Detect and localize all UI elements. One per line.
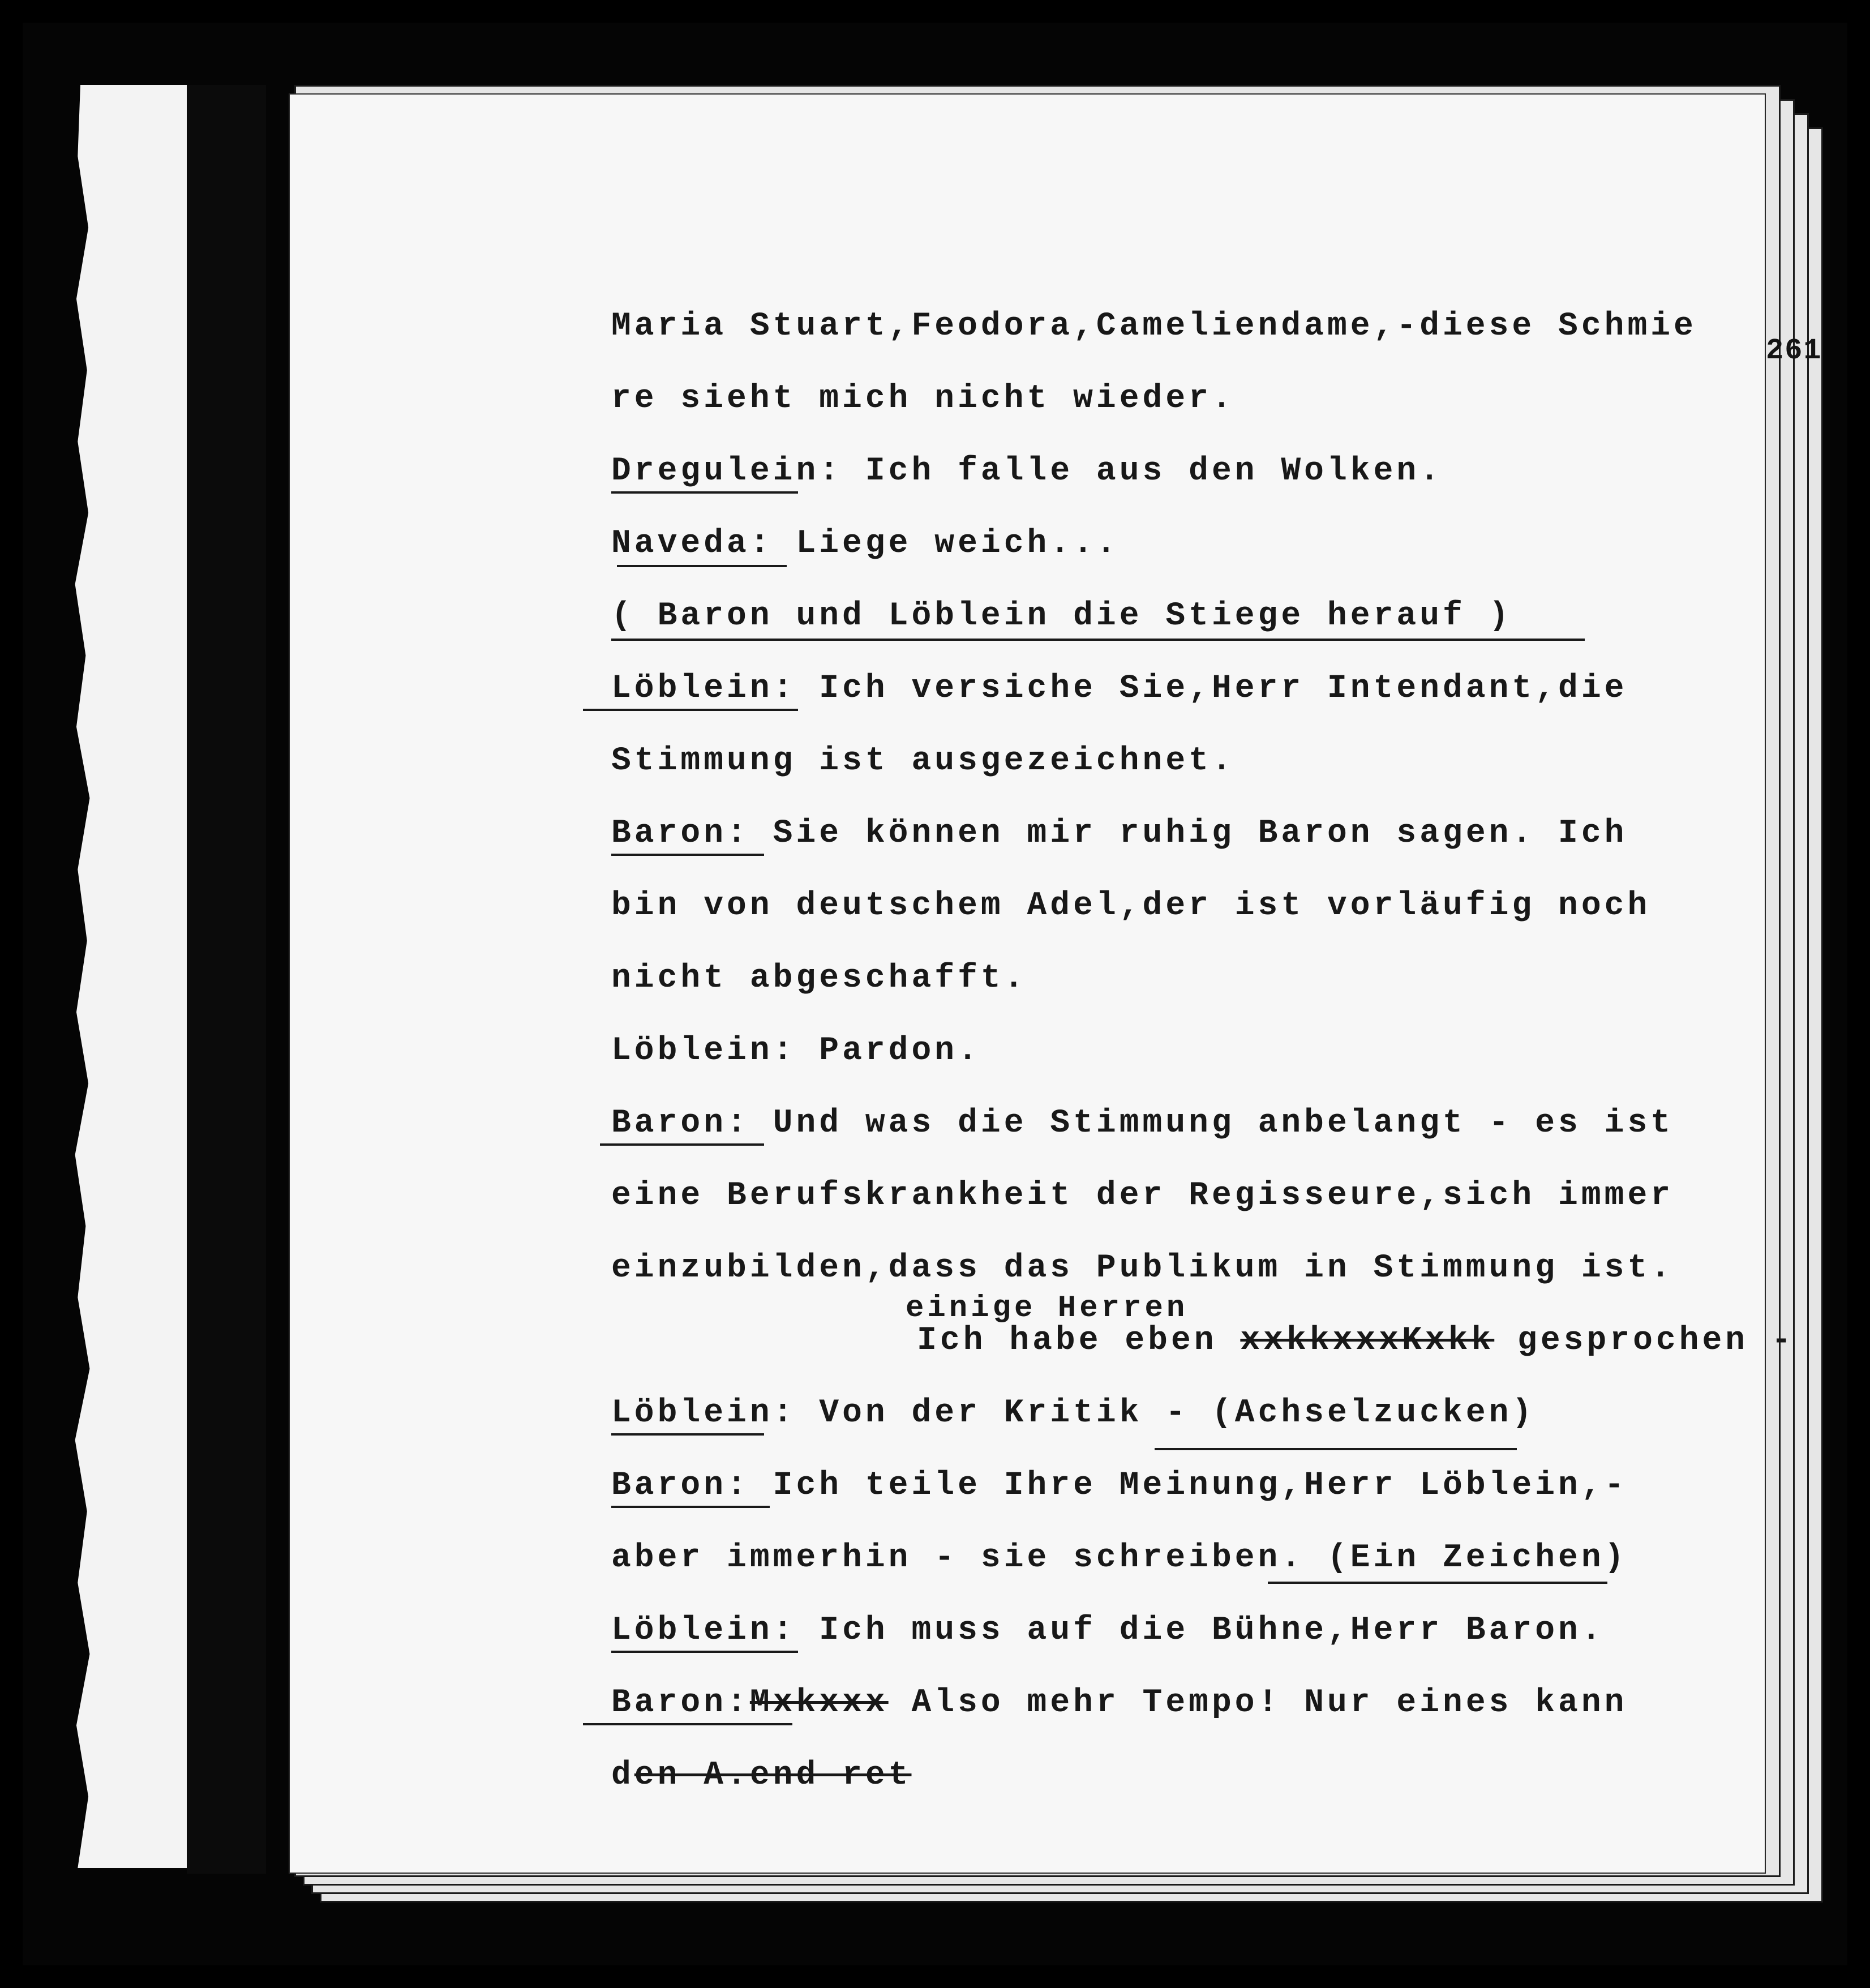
dialogue-line: Löblein: Ich muss auf die Bühne,Herr Baron. [611,1614,1743,1687]
underline [611,1506,770,1508]
text-line: Stimmung ist ausgezeichnet. [611,743,1235,779]
underline [611,854,764,856]
underline [1155,1448,1517,1450]
revised-line: den A.end ret [611,1757,912,1794]
dialogue-line: Löblein: Ich versiche Sie,Herr Intendant,die [611,672,1743,745]
struck-text: xxkkxxxKxkk [1240,1322,1495,1359]
underline [617,565,787,567]
dialogue-line: Löblein: Von der Kritik - (Achselzucken) [611,1397,1743,1469]
dialogue-line: Löblein: Pardon. [611,1032,981,1069]
text-line: eine Berufskrankheit der Regisseure,sich immer [611,1177,1674,1214]
underline [1268,1582,1607,1584]
underline [600,1143,764,1146]
speaker-name: Naveda: [611,525,773,562]
stage-direction: ( Baron und Löblein die Stiege herauf ) [611,600,1743,672]
binding-shadow [187,85,266,1874]
revised-line: einige Herren Ich habe eben xxkkxxxKxkk gesprochen - [906,1291,1795,1359]
struck-text: en A.end ret [634,1757,912,1794]
speaker-name: Löblein: [611,1612,796,1649]
underline [611,1651,798,1653]
underline [611,1433,764,1436]
speaker-name: Löblein: [611,670,796,707]
underline [583,709,798,711]
dialogue-line: Baron: Sie können mir ruhig Baron sagen. Ich [611,817,1743,890]
handwritten-insertion: einige Herren [906,1291,1189,1326]
speaker-name: Dregulein: [611,453,843,490]
text-line: Maria Stuart,Feodora,Cameliendame,-diese Schmie [611,308,1697,345]
text-line: einzubilden,dass das Publikum in Stimmung ist. [611,1250,1674,1287]
speaker-name: Baron: [611,1467,750,1504]
dialogue-line: Baron: Und was die Stimmung anbelangt - es ist [611,1107,1743,1180]
text-line: bin von deutschem Adel,der ist vorläufig noch [611,888,1651,924]
speaker-name: Löblein: [611,1032,796,1069]
speaker-name: Baron: [611,815,750,852]
speaker-name: Löblein: [611,1395,796,1432]
speaker-name: Baron: [611,1685,750,1721]
page-number: 261 [1766,334,1822,367]
dialogue-line: Naveda: Liege weich... [611,528,1743,600]
dialogue-line: Baron:Mxkxxx Also mehr Tempo! Nur eines kann [611,1687,1743,1759]
underline [611,491,798,494]
underline [611,639,1585,641]
dialogue-line: Dregulein: Ich falle aus den Wolken. [611,455,1743,528]
text-line: nicht abgeschafft. [611,960,1027,997]
underline [583,1723,792,1725]
text-line: re sieht mich nicht wieder. [611,380,1235,417]
text-line: aber immerhin - sie schreiben. (Ein Zeichen) [611,1542,1743,1614]
dialogue-line: Baron: Ich teile Ihre Meinung,Herr Löblein,- [611,1469,1743,1542]
speaker-name: Baron: [611,1105,750,1142]
struck-text: Mxkxxx [749,1685,889,1721]
